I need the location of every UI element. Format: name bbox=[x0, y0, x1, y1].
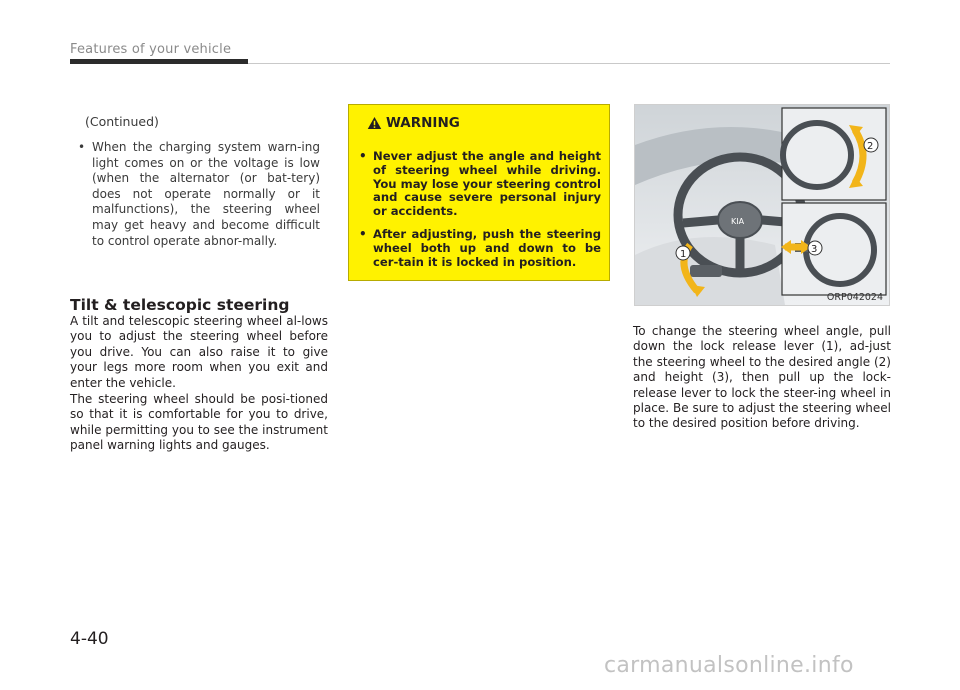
warning-triangle-icon bbox=[367, 116, 382, 130]
callout-2: 2 bbox=[867, 141, 874, 152]
page-number: 4-40 bbox=[70, 629, 109, 649]
continued-label: (Continued) bbox=[85, 114, 159, 129]
right-paragraph: To change the steering wheel angle, pull down the lock release lever (1), ad-just the steering wheel to the desired angle (2) and height (3), then pull up the lock-release lever to lock the steer-ing wheel in place. Be sure to adjust the steering wheel to the desired position before driving. bbox=[633, 324, 891, 431]
steering-wheel-figure bbox=[634, 104, 890, 306]
charging-bullet bbox=[78, 140, 320, 249]
warning-header bbox=[367, 115, 460, 131]
warning-title: WARNING bbox=[386, 115, 460, 131]
header-bar bbox=[70, 59, 248, 64]
svg-text:KIA: KIA bbox=[731, 217, 745, 226]
watermark: carmanualsonline.info bbox=[604, 653, 854, 678]
steering-wheel-illustration bbox=[635, 105, 889, 305]
warning-item-text: Never adjust the angle and height of steering wheel while driving. You may lose your steering control and cause severe personal injury or accidents. bbox=[373, 149, 601, 219]
body-paragraph-2: The steering wheel should be posi-tioned so that it is comfortable for you to drive, while permitting you to see the instrument panel warning lights and gauges. bbox=[70, 392, 328, 453]
warning-item-text: After adjusting, push the steering wheel both up and down to be cer-tain it is locked in position. bbox=[373, 226, 601, 269]
warning-list bbox=[359, 150, 601, 278]
section-title: Tilt & telescopic steering bbox=[70, 296, 290, 314]
inset-telescopic bbox=[781, 203, 886, 295]
warning-item bbox=[359, 228, 601, 269]
callout-1: 1 bbox=[680, 249, 687, 260]
warning-bullet: • bbox=[359, 149, 367, 163]
callout-3: 3 bbox=[811, 244, 818, 255]
warning-item bbox=[359, 150, 601, 219]
inset-tilt bbox=[782, 108, 886, 200]
warning-box bbox=[348, 104, 610, 281]
bullet-text: When the charging system warn-ing light comes on or the voltage is low (when the alternator (or bat-tery) does not operate normally or it malfunctions), the steering wheel may get heavy and become difficult to control operate abnor-mally. bbox=[92, 140, 320, 248]
section-header: Features of your vehicle bbox=[70, 42, 232, 57]
header-rule bbox=[248, 63, 890, 64]
bullet-symbol: • bbox=[78, 140, 86, 154]
body-paragraph-1: A tilt and telescopic steering wheel al-lows you to adjust the steering wheel before you drive. You can also raise it to give your legs more room when you exit and enter the vehicle. bbox=[70, 314, 328, 390]
figure-code: ORP042024 bbox=[826, 292, 883, 303]
warning-bullet: • bbox=[359, 226, 367, 241]
